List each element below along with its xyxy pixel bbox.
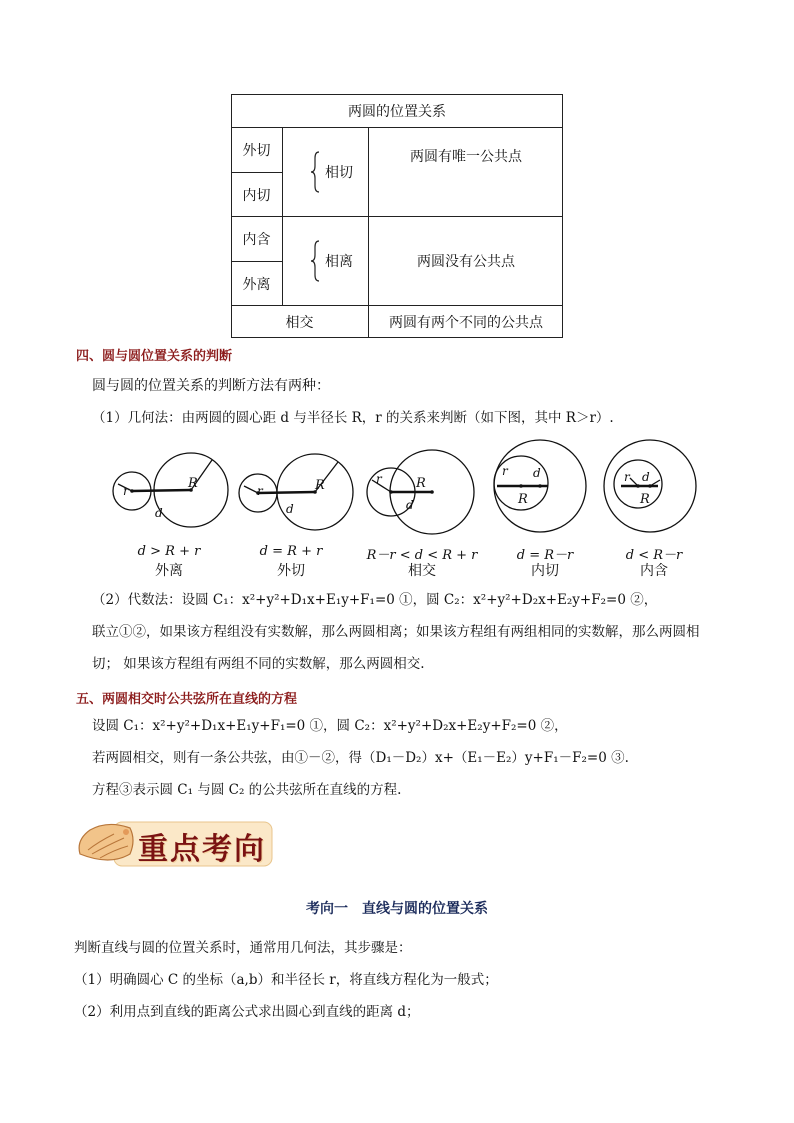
fig1-name: 外离 [155, 563, 183, 579]
section5-line2: 若两圆相交，则有一条公共弦，由①－②，得（D₁－D₂）x+（E₁－E₂）y+F₁－F₂=0 ③. [92, 750, 629, 766]
section4-method2-line3: 切； 如果该方程组有两组不同的实数解，那么两圆相交. [92, 656, 425, 672]
fig4-d: d [533, 466, 541, 480]
section4-method2-line2: 联立①②，如果该方程组没有实数解，那么两圆相离；如果该方程组有两组相同的实数解，那么两圆相 [92, 624, 700, 640]
banner-text: 重点考向 [138, 832, 266, 867]
fig1-r: r [123, 484, 129, 498]
fig1-cond: d > R + r [137, 544, 201, 559]
section4-intro: 圆与圆的位置关系的判断方法有两种： [92, 378, 330, 394]
section5-line3: 方程③表示圆 C₁ 与圆 C₂ 的公共弦所在直线的方程. [92, 782, 402, 798]
cell-xiangjiao: 相交 [285, 315, 314, 331]
section5-heading: 五、两圆相交时公共弦所在直线的方程 [76, 692, 298, 707]
cell-waiqie: 外切 [242, 143, 271, 159]
cell-xiangjiao-desc: 两圆有两个不同的公共点 [389, 315, 543, 331]
fig2-cond: d = R + r [259, 544, 323, 559]
cell-waili: 外离 [242, 276, 271, 293]
section4-method2-line1: （2）代数法：设圆 C₁：x²+y²+D₁x+E₁y+F₁=0 ①，圆 C₂：x²+y²+D₂x+E₂y+F₂=0 ②， [92, 592, 658, 608]
fig5-cond: d < R－r [625, 548, 683, 563]
circle-position-figure [108, 436, 708, 586]
kaoxiang-step1: （1）明确圆心 C 的坐标（a,b）和半径长 r，将直线方程化为一般式； [74, 972, 498, 988]
key-direction-banner [74, 820, 274, 870]
fig3-cond: R－r < d < R + r [366, 548, 478, 563]
fig3-d: d [406, 498, 414, 512]
section5-line1: 设圆 C₁：x²+y²+D₁x+E₁y+F₁=0 ①，圆 C₂：x²+y²+D₂x+E₂y+F₂=0 ②， [92, 718, 568, 734]
fig3-name: 相交 [408, 563, 436, 579]
fig2-R: R [315, 478, 325, 493]
fig2-d: d [286, 502, 294, 516]
section4-method1: （1）几何法：由两圆的圆心距 d 与半径长 R，r 的关系来判断（如下图，其中 R＞r）. [92, 410, 614, 426]
fig4-R: R [518, 492, 528, 507]
cell-neihan: 内含 [242, 232, 271, 248]
fig1-R: R [188, 476, 198, 491]
kaoxiang-intro: 判断直线与圆的位置关系时，通常用几何法，其步骤是： [74, 940, 412, 956]
fig3-r: r [376, 472, 382, 486]
cell-xiangqie-desc: 两圆有唯一公共点 [410, 149, 522, 165]
fig5-R: R [640, 492, 650, 507]
cell-xiangli: 相离 [325, 254, 353, 270]
cell-neiqie: 内切 [242, 187, 271, 204]
fig1-d: d [155, 506, 163, 520]
fig5-name: 内含 [640, 563, 668, 579]
cell-xiangli-desc: 两圆没有公共点 [417, 254, 515, 270]
kaoxiang-step2: （2）利用点到直线的距离公式求出圆心到直线的距离 d； [74, 1004, 420, 1020]
fig2-name: 外切 [277, 563, 305, 579]
section4-heading: 四、圆与圆位置关系的判断 [76, 349, 233, 364]
fig3-R: R [416, 476, 426, 491]
fig5-d: d [642, 470, 650, 484]
kaoxiang-title: 考向一 直线与圆的位置关系 [306, 901, 488, 917]
fig5-r: r [624, 470, 630, 484]
fig4-cond: d = R－r [516, 548, 574, 563]
cell-xiangqie: 相切 [325, 165, 353, 181]
fig4-name: 内切 [531, 563, 559, 579]
fig4-r: r [502, 464, 508, 478]
table-header: 两圆的位置关系 [348, 103, 446, 120]
fig2-r: r [257, 484, 263, 498]
relation-table [231, 94, 563, 338]
